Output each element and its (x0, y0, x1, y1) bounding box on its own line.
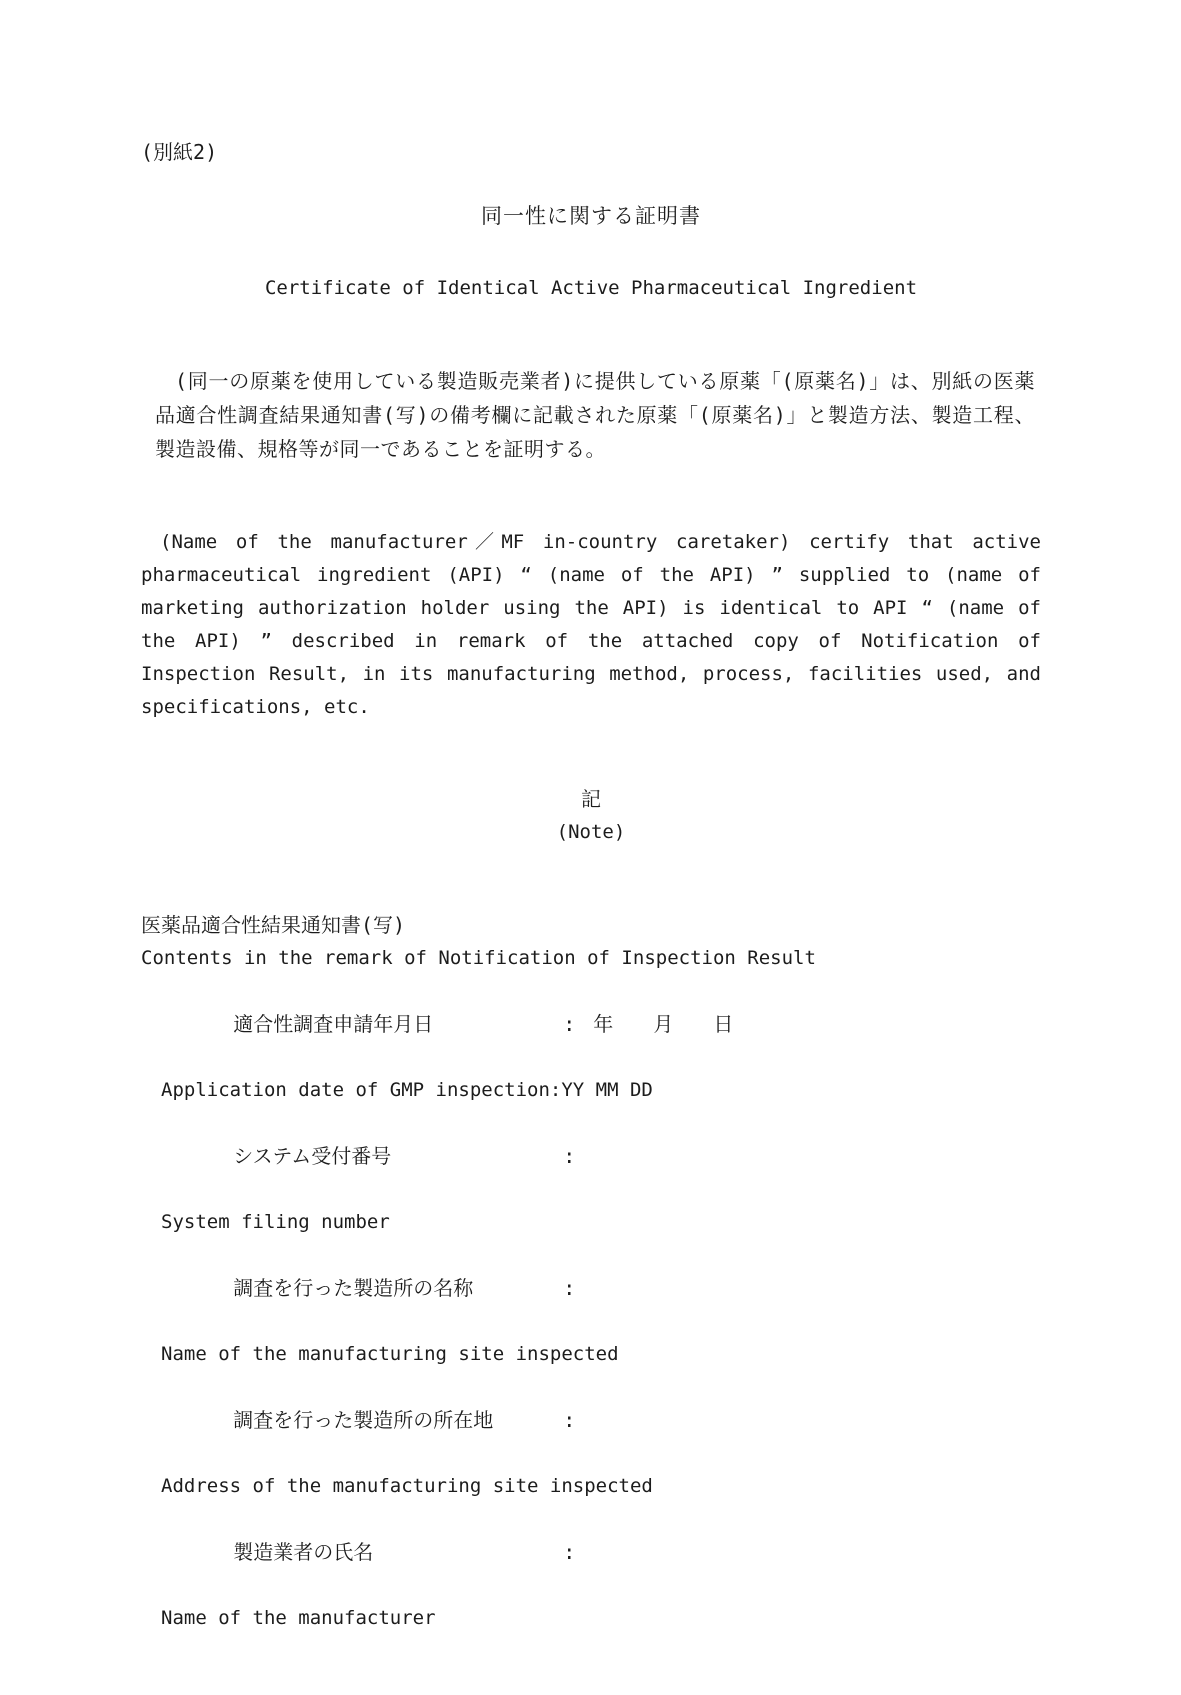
field-line-japanese (161, 975, 1041, 1074)
certification-paragraph-english: (Name of the manufacturer／MF in-country caretaker) certify that active pharmaceutical ingredient (API) “ (name of the API) ” supplied to (name of marketing authorization holder using the API) is identical to API “ (name of the API) ” described in remark of the attached copy of Notification of Inspection Result, in its manufacturing method, process, facilities used, and specifications, etc. (141, 531, 1041, 718)
field-colon: : (563, 1012, 576, 1036)
field-label-japanese: 調査を行った製造所の名称 (233, 1276, 474, 1300)
field-colon: : (563, 1276, 576, 1300)
field-row (161, 1239, 1041, 1371)
field-row (161, 975, 1041, 1107)
section-title-english: Contents in the remark of Notification of Inspection Result (141, 947, 816, 969)
field-label-japanese: 製造業者の氏名 (233, 1540, 374, 1564)
field-line-japanese (161, 1371, 1041, 1470)
document-title-japanese: 同一性に関する証明書 (481, 204, 701, 228)
field-colon: : (563, 1540, 576, 1564)
note-heading-block (141, 782, 1041, 849)
field-line-japanese (161, 1107, 1041, 1206)
field-value: 年 月 日 (593, 1012, 748, 1036)
note-heading-english: (Note) (556, 821, 626, 843)
attachment-label: (別紙2) (141, 140, 218, 164)
field-label-japanese: 調査を行った製造所の所在地 (233, 1408, 494, 1432)
field-line-japanese (161, 1503, 1041, 1602)
field-label-english: Name of the manufacturing site inspected (161, 1343, 619, 1365)
field-label-english: Address of the manufacturing site inspected (161, 1475, 653, 1497)
document-title-english: Certificate of Identical Active Pharmaceutical Ingredient (264, 277, 918, 299)
field-label-english: Name of the manufacturer (161, 1607, 436, 1629)
field-label-japanese: システム受付番号 (233, 1144, 392, 1168)
field-label-english: System filing number (161, 1211, 390, 1233)
field-list (161, 975, 1041, 1635)
note-heading-japanese: 記 (581, 787, 601, 811)
field-label-english: Application date of GMP inspection:YY MM DD (161, 1079, 653, 1101)
field-row (161, 1371, 1041, 1503)
field-row (161, 1503, 1041, 1635)
certification-paragraph-japanese: (同一の原薬を使用している製造販売業者)に提供している原薬「(原薬名)」は、別紙の医薬品適合性調査結果通知書(写)の備考欄に記載された原薬「(原薬名)」と製造方法、製造工程、製造設備、規格等が同一であることを証明する。 (155, 369, 1035, 461)
field-colon: : (563, 1408, 576, 1432)
field-row (161, 1107, 1041, 1239)
field-colon: : (563, 1144, 576, 1168)
field-label-japanese: 適合性調査申請年月日 (233, 1012, 434, 1036)
field-line-japanese (161, 1239, 1041, 1338)
section-title-japanese: 医薬品適合性結果通知書(写) (141, 913, 406, 937)
